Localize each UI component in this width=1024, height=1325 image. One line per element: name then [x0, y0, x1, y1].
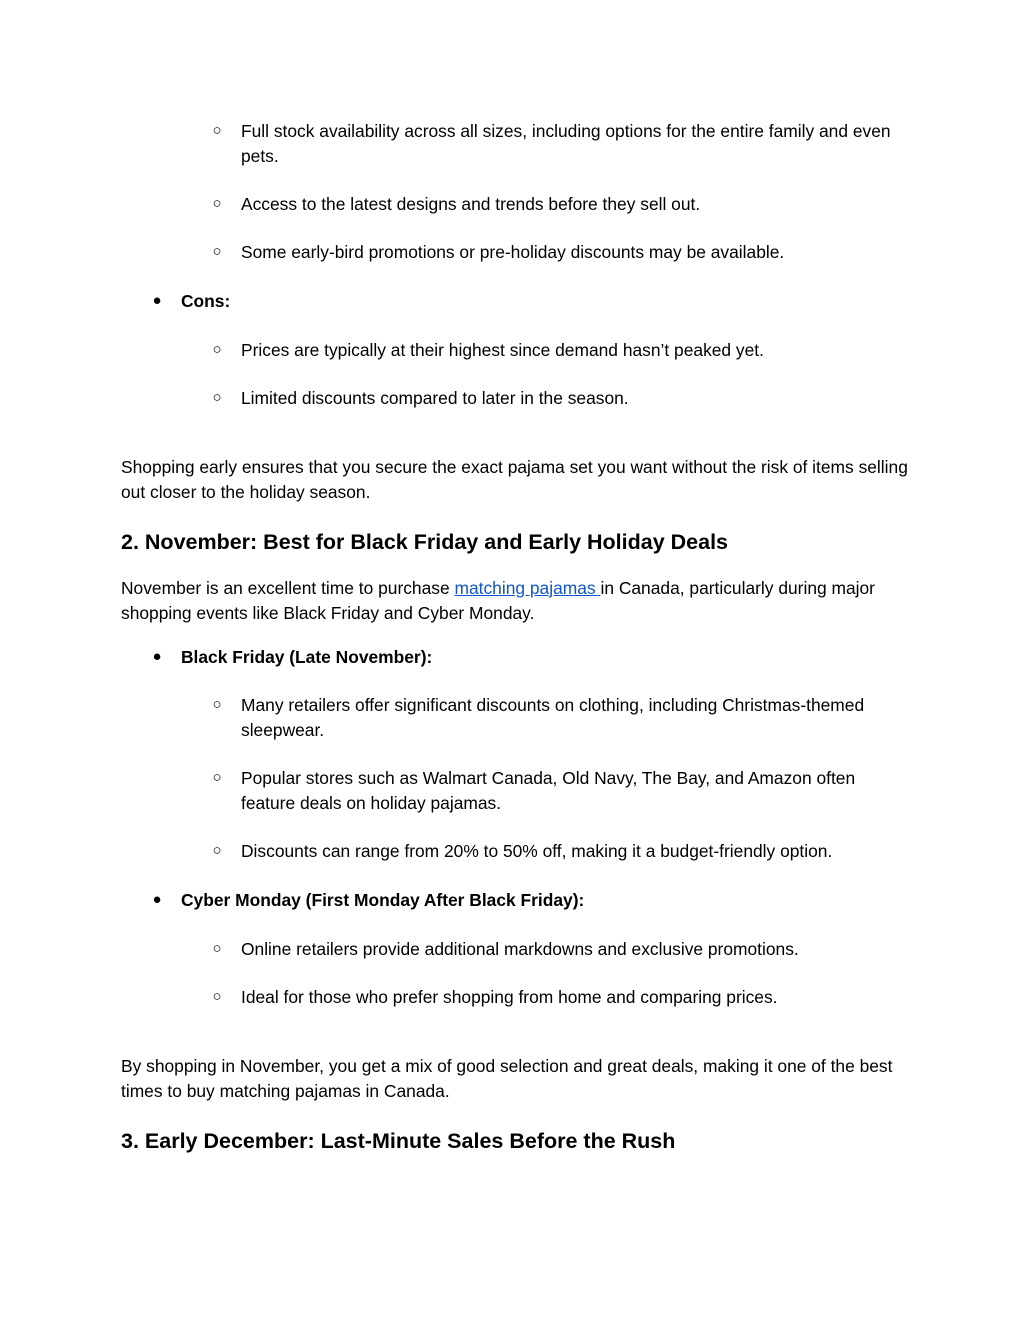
sub-bullet-marker: ○ [212, 122, 222, 139]
sub-bullet-marker: ○ [212, 243, 222, 260]
pros-item-1: Full stock availability across all sizes, including options for the entire family and even pets. [241, 121, 891, 166]
sub-bullet-marker: ○ [212, 940, 222, 957]
black-friday-item-3: Discounts can range from 20% to 50% off, making it a budget-friendly option. [241, 841, 833, 861]
bullet-marker: ● [152, 292, 162, 309]
bullet-marker: ● [152, 891, 162, 908]
section2-intro [121, 576, 911, 625]
sub-bullet-marker: ○ [212, 988, 222, 1005]
intro-text-after: in Canada, particularly during major shopping events like Black Friday and Cyber Monday. [121, 578, 875, 623]
cons-label: Cons: [181, 291, 231, 311]
section2-summary: By shopping in November, you get a mix of good selection and great deals, making it one of the best times to buy matching pajamas in Canada. [121, 1056, 893, 1101]
black-friday-item-2: Popular stores such as Walmart Canada, Old Navy, The Bay, and Amazon often feature deals on holiday pajamas. [241, 768, 856, 813]
sub-bullet-marker: ○ [212, 769, 222, 786]
matching-pajamas-link[interactable]: matching pajamas [454, 578, 601, 598]
section3-heading: 3. Early December: Last-Minute Sales Before the Rush [121, 1129, 676, 1153]
cyber-monday-item-1: Online retailers provide additional markdowns and exclusive promotions. [241, 939, 799, 959]
sub-bullet-marker: ○ [212, 842, 222, 859]
cons-item-1: Prices are typically at their highest since demand hasn’t peaked yet. [241, 340, 764, 360]
black-friday-item-1: Many retailers offer significant discounts on clothing, including Christmas-themed sleepwear. [241, 695, 865, 740]
pros-item-3: Some early-bird promotions or pre-holiday discounts may be available. [241, 242, 785, 262]
intro-text-before: November is an excellent time to purchase [121, 578, 455, 598]
section2-heading: 2. November: Best for Black Friday and Early Holiday Deals [121, 530, 728, 554]
sub-bullet-marker: ○ [212, 696, 222, 713]
cons-item-2: Limited discounts compared to later in the season. [241, 388, 629, 408]
sub-bullet-marker: ○ [212, 341, 222, 358]
cyber-monday-item-2: Ideal for those who prefer shopping from home and comparing prices. [241, 987, 778, 1007]
sub-bullet-marker: ○ [212, 389, 222, 406]
sub-bullet-marker: ○ [212, 195, 222, 212]
bullet-marker: ● [152, 648, 162, 665]
black-friday-label: Black Friday (Late November): [181, 647, 433, 667]
section1-summary: Shopping early ensures that you secure the exact pajama set you want without the risk of items selling out closer to the holiday season. [121, 457, 908, 502]
pros-item-2: Access to the latest designs and trends before they sell out. [241, 194, 701, 214]
cyber-monday-label: Cyber Monday (First Monday After Black Friday): [181, 890, 585, 910]
